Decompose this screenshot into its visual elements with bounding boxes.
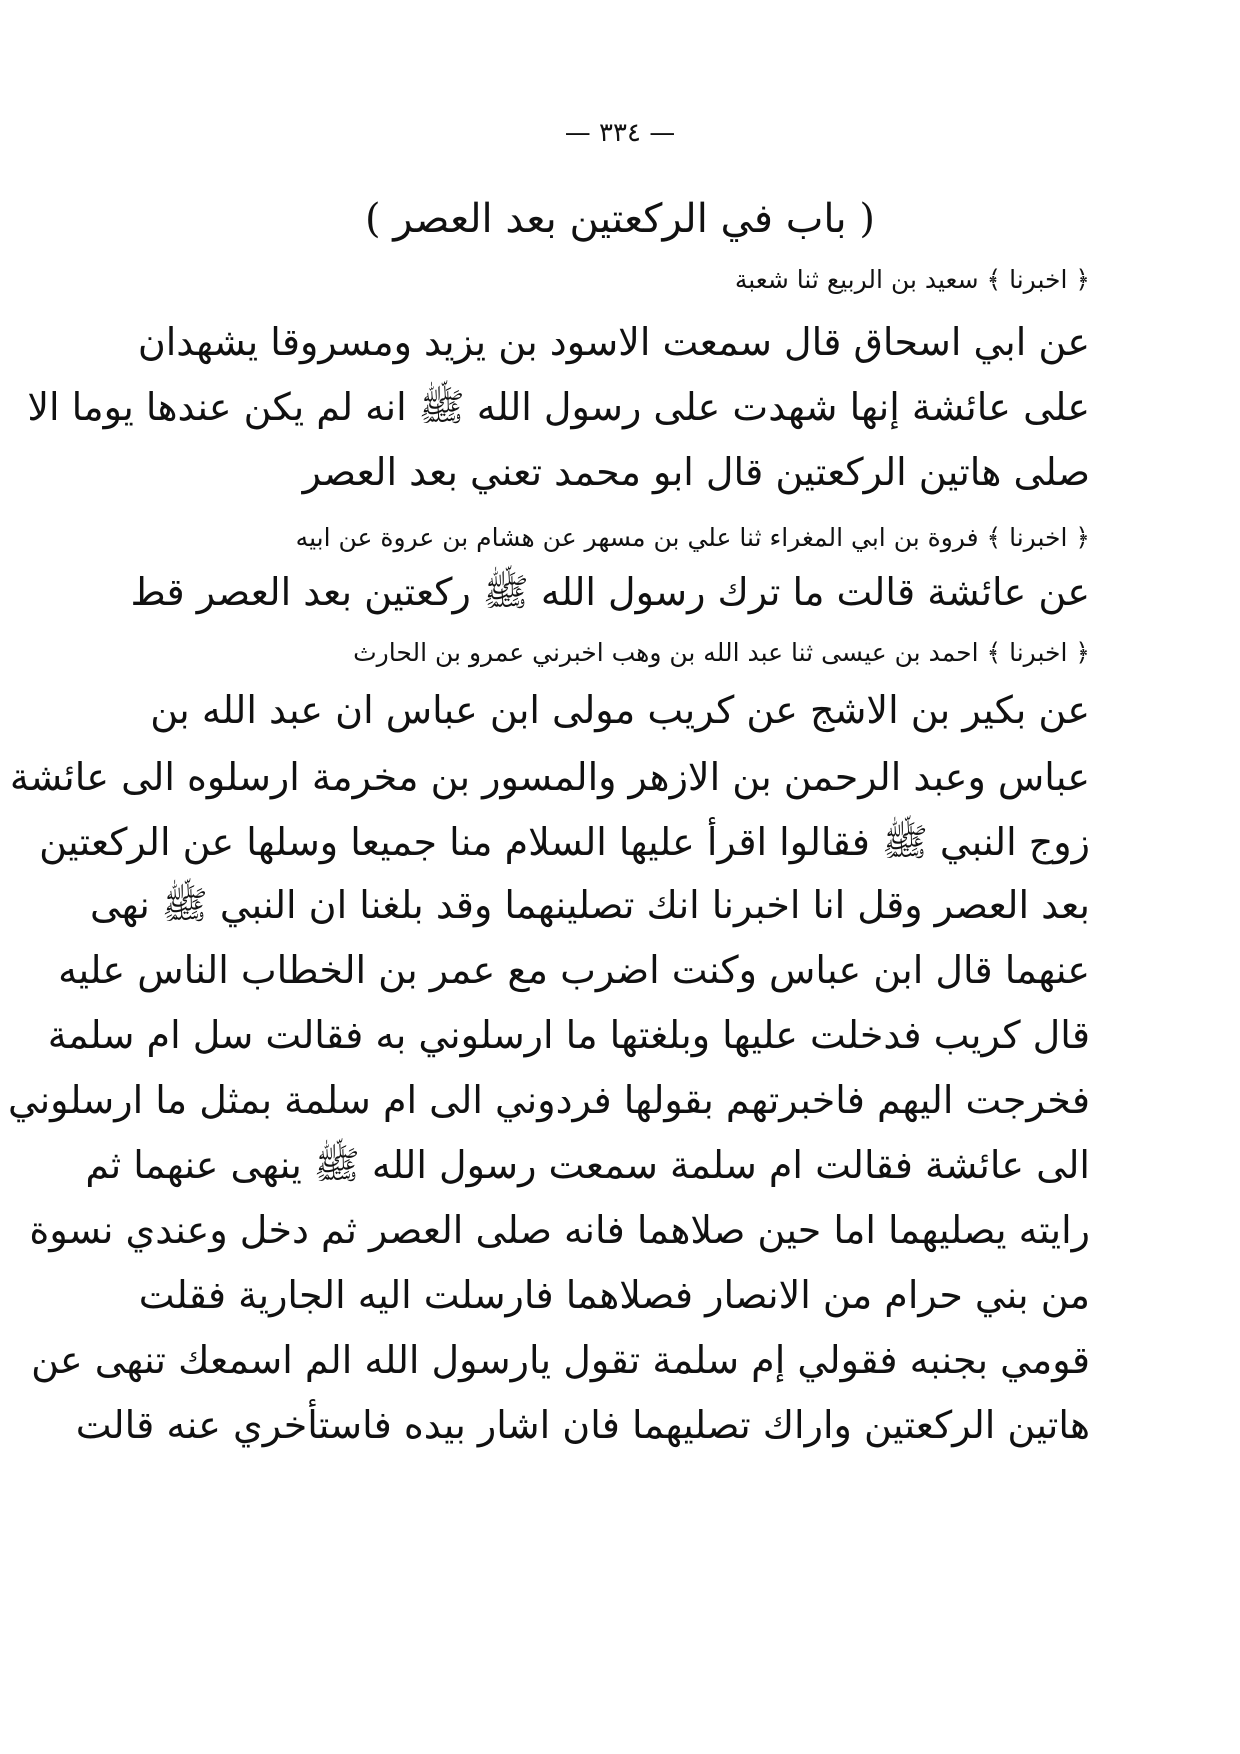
text-line-15: قومي بجنبه فقولي إم سلمة تقول يارسول الله الم اسمعك تنهى عن: [31, 1338, 1090, 1382]
text-line-14: من بني حرام من الانصار فصلاهما فارسلت اليه الجارية فقلت: [138, 1273, 1090, 1317]
isnad-line-1: ﴿ اخبرنا ﴾ سعيد بن الربيع ثنا شعبة: [734, 265, 1090, 294]
text-line-3: صلى هاتين الركعتين قال ابو محمد تعني بعد العصر: [302, 450, 1090, 494]
text-line-6: عباس وعبد الرحمن بن الازهر والمسور بن مخرمة ارسلوه الى عائشة: [9, 755, 1090, 799]
text-line-9: عنهما قال ابن عباس وكنت اضرب مع عمر بن الخطاب الناس عليه: [58, 948, 1090, 992]
text-line-1: عن ابي اسحاق قال سمعت الاسود بن يزيد ومسروقا يشهدان: [137, 320, 1090, 364]
page-number: — ٣٣٤ —: [564, 118, 676, 148]
text-line-4: عن عائشة قالت ما ترك رسول الله ﷺ ركعتين بعد العصر قط: [130, 570, 1090, 614]
isnad-line-3: ﴿ اخبرنا ﴾ احمد بن عيسى ثنا عبد الله بن وهب اخبرني عمرو بن الحارث: [353, 638, 1090, 667]
text-line-8: بعد العصر وقل انا اخبرنا انك تصلينهما وقد بلغنا ان النبي ﷺ نهى: [90, 883, 1090, 927]
text-line-10: قال كريب فدخلت عليها وبلغتها ما ارسلوني به فقالت سل ام سلمة: [47, 1013, 1090, 1057]
text-line-5: عن بكير بن الاشج عن كريب مولى ابن عباس ان عبد الله بن: [150, 688, 1090, 732]
text-line-12: الى عائشة فقالت ام سلمة سمعت رسول الله ﷺ ينهى عنهما ثم: [85, 1143, 1090, 1187]
text-line-16: هاتين الركعتين واراك تصليهما فان اشار بيده فاستأخري عنه قالت: [75, 1403, 1090, 1447]
text-line-11: فخرجت اليهم فاخبرتهم بقولها فردوني الى ام سلمة بمثل ما ارسلوني: [7, 1078, 1090, 1122]
isnad-line-2: ﴿ اخبرنا ﴾ فروة بن ابي المغراء ثنا علي بن مسهر عن هشام بن عروة عن ابيه: [295, 523, 1090, 552]
text-line-2: على عائشة إنها شهدت على رسول الله ﷺ انه لم يكن عندها يوما الا: [27, 385, 1090, 429]
text-line-13: رايته يصليهما اما حين صلاهما فانه صلى العصر ثم دخل وعندي نسوة: [29, 1208, 1090, 1252]
text-line-7: زوج النبي ﷺ فقالوا اقرأ عليها السلام منا جميعا وسلها عن الركعتين: [39, 820, 1090, 864]
chapter-title: ( باب في الركعتين بعد العصر ): [364, 196, 876, 242]
